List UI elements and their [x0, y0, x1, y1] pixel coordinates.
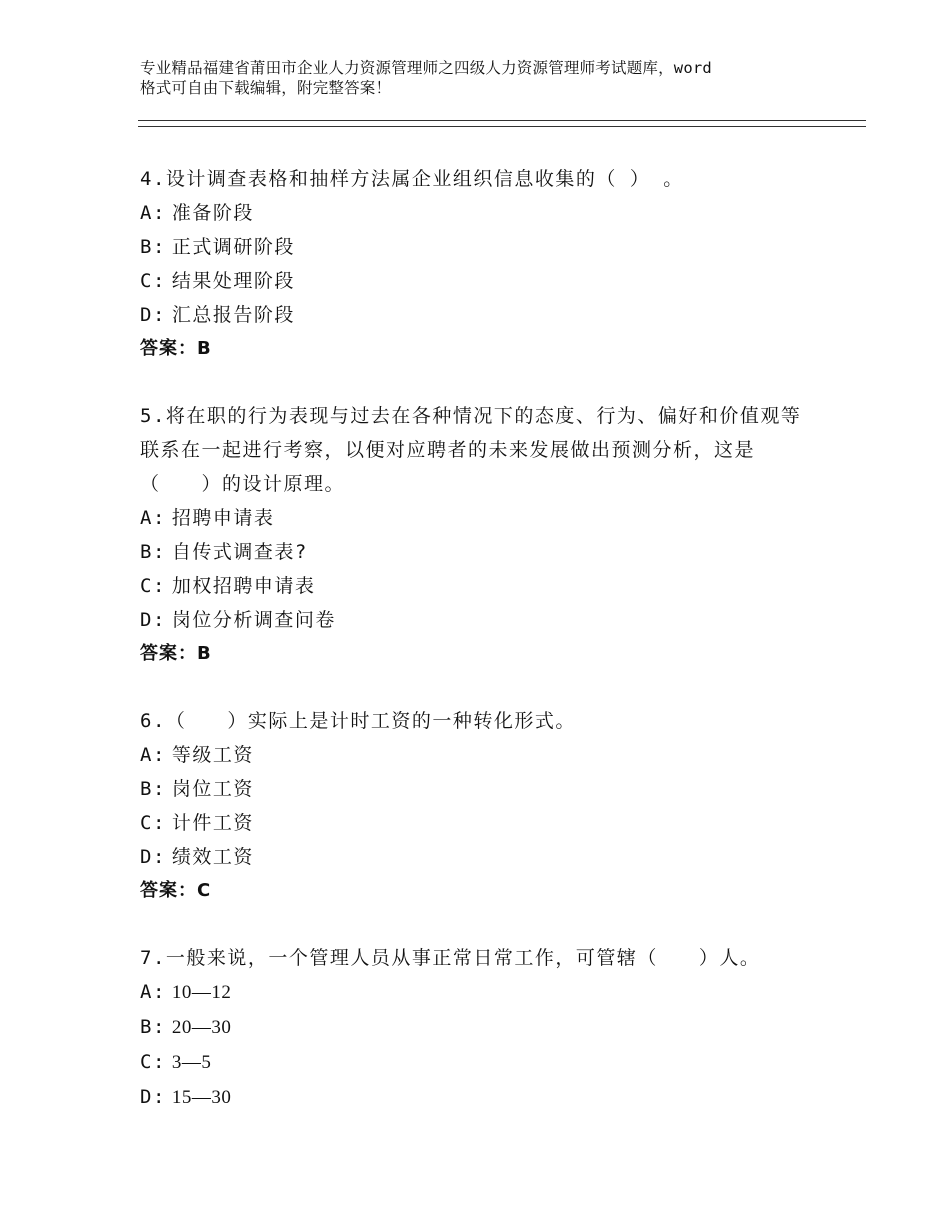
option-d: D: 岗位分析调查问卷	[140, 609, 336, 631]
answer-line: 答案：B	[140, 338, 212, 359]
question-list	[140, 162, 820, 1148]
option-b: B: 岗位工资	[140, 778, 254, 800]
option-a: A: 10—12	[140, 981, 232, 1003]
option-d: D: 15—30	[140, 1086, 232, 1108]
header-line-1: 专业精品福建省莆田市企业人力资源管理师之四级人力资源管理师考试题库，word	[140, 59, 712, 77]
question-item	[140, 399, 820, 671]
option-c: C: 3—5	[140, 1051, 212, 1073]
answer-line: 答案：C	[140, 880, 212, 901]
answer-line: 答案：B	[140, 643, 212, 664]
question-text: 5.将在职的行为表现与过去在各种情况下的态度、行为、偏好和价值观等联系在一起进行考察，以便对应聘者的未来发展做出预测分析，这是（ ）的设计原理。	[140, 405, 802, 495]
option-c: C: 计件工资	[140, 812, 254, 834]
option-b: B: 自传式调查表?	[140, 541, 308, 563]
option-c: C: 结果处理阶段	[140, 270, 295, 292]
question-item	[140, 941, 820, 1115]
option-d: D: 绩效工资	[140, 846, 254, 868]
header-line-2: 格式可自由下载编辑，附完整答案！	[140, 79, 392, 97]
option-a: A: 准备阶段	[140, 202, 254, 224]
document-header	[140, 58, 840, 98]
option-a: A: 招聘申请表	[140, 507, 275, 529]
option-b: B: 正式调研阶段	[140, 236, 295, 258]
option-d: D: 汇总报告阶段	[140, 304, 295, 326]
header-divider	[138, 120, 866, 127]
question-text: 7.一般来说，一个管理人员从事正常日常工作，可管辖（ ）人。	[140, 947, 761, 969]
option-a: A: 等级工资	[140, 744, 254, 766]
option-b: B: 20—30	[140, 1016, 232, 1038]
question-text: 6.（ ）实际上是计时工资的一种转化形式。	[140, 710, 576, 732]
option-c: C: 加权招聘申请表	[140, 575, 316, 597]
question-item	[140, 704, 820, 908]
question-item	[140, 162, 820, 366]
question-text: 4.设计调查表格和抽样方法属企业组织信息收集的（ ） 。	[140, 168, 684, 190]
